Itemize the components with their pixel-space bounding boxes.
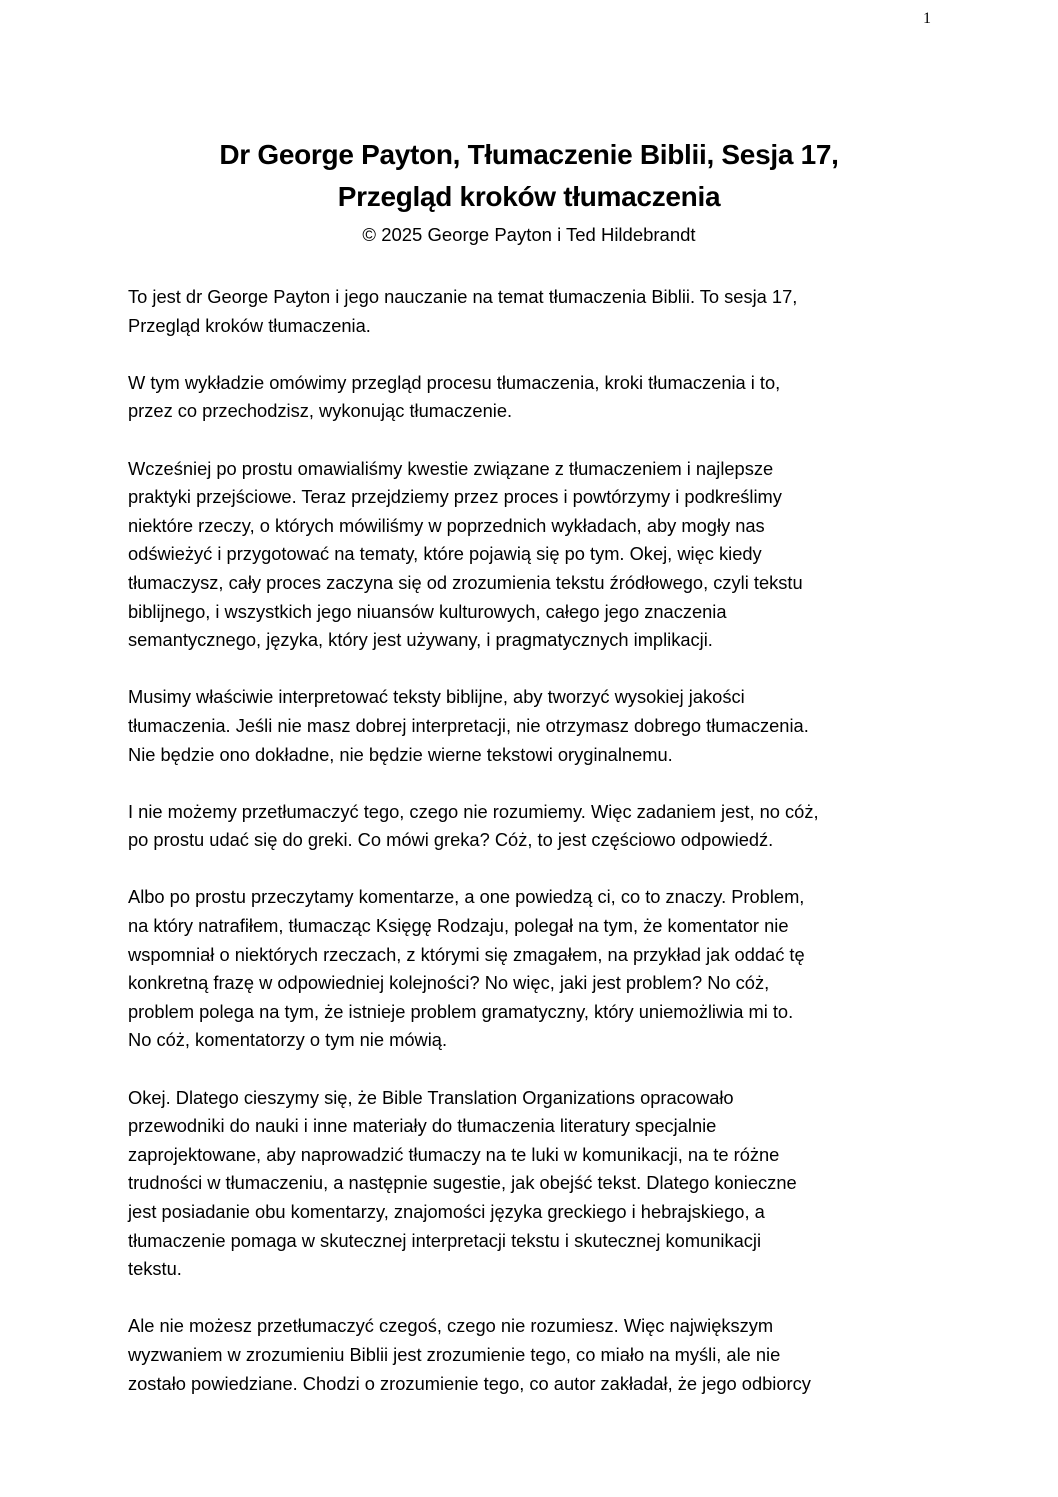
text-line: tekstu. — [128, 1258, 182, 1280]
text-line: tłumaczysz, cały proces zaczyna się od zrozumienia tekstu źródłowego, czyli tekstu — [128, 571, 803, 593]
document-title — [0, 134, 1058, 218]
text-line: biblijnego, i wszystkich jego niuansów kulturowych, całego jego znaczenia — [128, 600, 727, 622]
text-line: jest posiadanie obu komentarzy, znajomości języka greckiego i hebrajskiego, a — [128, 1201, 765, 1222]
text-line: tłumaczenia. Jeśli nie masz dobrej interpretacji, nie otrzymasz dobrego tłumaczenia. — [128, 714, 809, 736]
text-line: niektóre rzeczy, o których mówiliśmy w poprzednich wykładach, aby mogły nas — [128, 514, 765, 536]
text-line: praktyki przejściowe. Teraz przejdziemy przez proces i powtórzymy i podkreślimy — [128, 486, 782, 508]
title-line: Dr George Payton, Tłumaczenie Biblii, Sesja 17, — [219, 139, 839, 170]
document-body — [128, 283, 968, 1427]
text-line: wspomniał o niektórych rzeczach, z którymi się zmagałem, na przykład jak oddać tę — [128, 943, 805, 965]
text-line: Wcześniej po prostu omawialiśmy kwestie związane z tłumaczeniem i najlepsze — [128, 457, 774, 479]
text-line: przez co przechodzisz, wykonując tłumaczenie. — [128, 400, 513, 422]
paragraph — [128, 455, 968, 655]
text-line: problem polega na tym, że istnieje problem gramatyczny, który uniemożliwia mi to. — [128, 1000, 794, 1022]
text-line: po prostu udać się do greki. Co mówi greka? Cóż, to jest częściowo odpowiedź. — [128, 829, 774, 851]
text-line: Przegląd kroków tłumaczenia. — [128, 314, 371, 336]
text-line: Albo po prostu przeczytamy komentarze, a one powiedzą ci, co to znaczy. Problem, — [128, 886, 805, 908]
text-line: trudności w tłumaczeniu, a następnie sugestie, jak obejść tekst. Dlatego konieczne — [128, 1172, 797, 1194]
text-line: Nie będzie ono dokładne, nie będzie wierne tekstowi oryginalnemu. — [128, 743, 673, 765]
text-line: przewodniki do nauki i inne materiały do tłumaczenia literatury specjalnie — [128, 1115, 717, 1137]
text-line: I nie możemy przetłumaczyć tego, czego nie rozumiemy. Więc zadaniem jest, no cóż, — [128, 800, 819, 822]
text-line: semantycznego, języka, który jest używany, i pragmatycznych implikacji. — [128, 629, 713, 651]
text-line: Musimy właściwie interpretować teksty biblijne, aby tworzyć wysokiej jakości — [128, 686, 745, 708]
paragraph — [128, 369, 968, 426]
text-line: Ale nie możesz przetłumaczyć czegoś, czego nie rozumiesz. Więc największym — [128, 1315, 774, 1337]
text-line: na który natrafiłem, tłumacząc Księgę Rodzaju, polegał na tym, że komentator nie — [128, 915, 789, 937]
text-line: wyzwaniem w zrozumieniu Biblii jest zrozumienie tego, co miało na myśli, ale nie — [128, 1343, 781, 1365]
copyright-notice: © 2025 George Payton i Ted Hildebrandt — [362, 224, 696, 245]
paragraph — [128, 283, 968, 340]
text-line: Okej. Dlatego cieszymy się, że Bible Translation Organizations opracowało — [128, 1086, 734, 1108]
paragraph — [128, 1312, 968, 1398]
text-line: W tym wykładzie omówimy przegląd procesu tłumaczenia, kroki tłumaczenia i to, — [128, 371, 781, 393]
text-line: tłumaczenie pomaga w skutecznej interpretacji tekstu i skutecznej komunikacji — [128, 1229, 762, 1251]
text-line: odświeżyć i przygotować na tematy, które pojawią się po tym. Okej, więc kiedy — [128, 543, 762, 565]
text-line: zaprojektowane, aby naprowadzić tłumaczy na te luki w komunikacji, na te różne — [128, 1143, 780, 1165]
text-line: zostało powiedziane. Chodzi o zrozumienie tego, co autor zakładał, że jego odbiorcy — [128, 1372, 811, 1394]
paragraph — [128, 1084, 968, 1284]
title-line: Przegląd kroków tłumaczenia — [337, 181, 721, 212]
paragraph — [128, 883, 968, 1055]
text-line: konkretną frazę w odpowiedniej kolejności? No więc, jaki jest problem? No cóż, — [128, 972, 770, 994]
text-line: No cóż, komentatorzy o tym nie mówią. — [128, 1029, 448, 1051]
paragraph — [128, 798, 968, 855]
paragraph — [128, 683, 968, 769]
text-line: To jest dr George Payton i jego nauczanie na temat tłumaczenia Biblii. To sesja 17, — [128, 286, 798, 307]
page-number: 1 — [923, 10, 931, 27]
